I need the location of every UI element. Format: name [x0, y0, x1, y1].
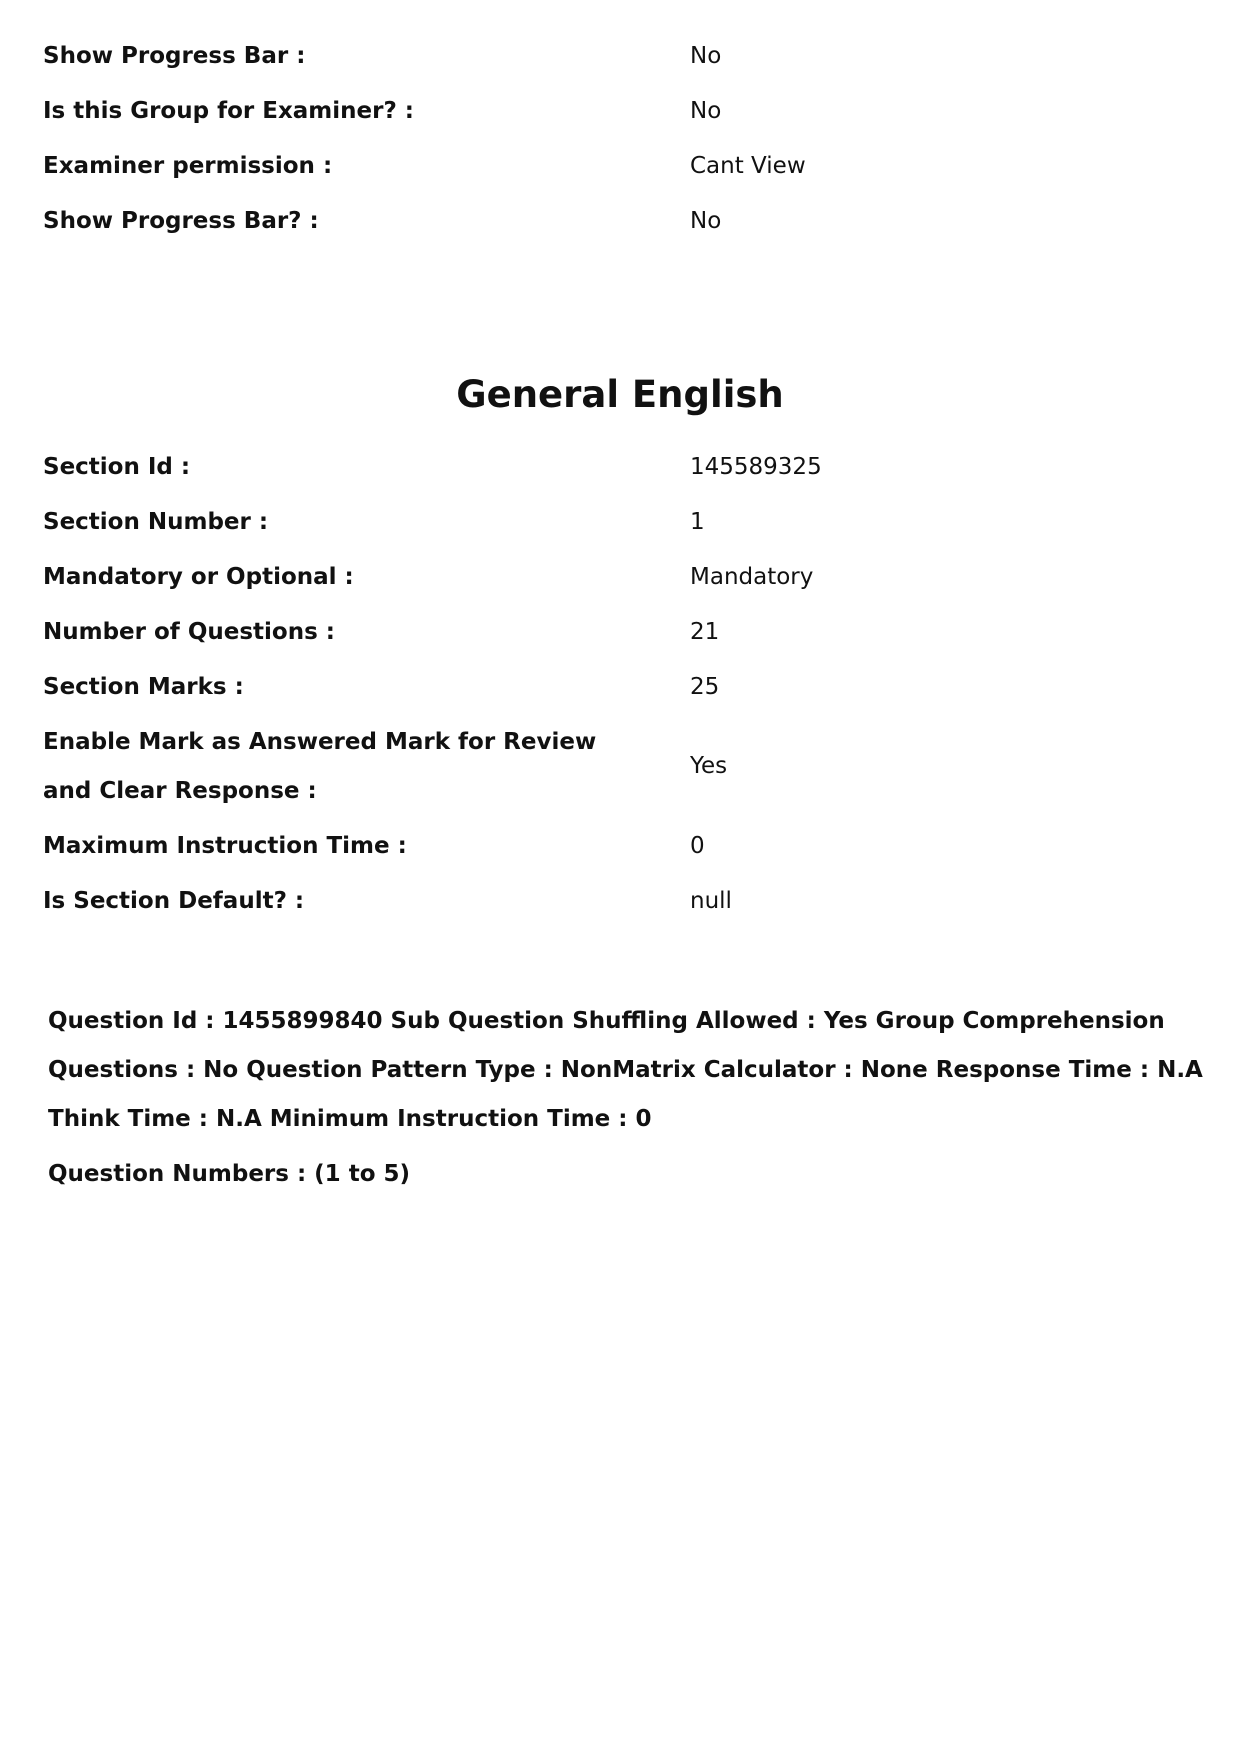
field-label: Section Number : — [43, 509, 269, 535]
question-numbers: Question Numbers : (1 to 5) — [48, 1161, 411, 1187]
field-value: 25 — [690, 674, 720, 700]
field-value: 21 — [690, 619, 720, 645]
field-label: Maximum Instruction Time : — [43, 833, 407, 859]
field-label: Is Section Default? : — [43, 888, 305, 914]
field-label: Number of Questions : — [43, 619, 335, 645]
field-label: Show Progress Bar? : — [43, 208, 319, 234]
field-label: Enable Mark as Answered Mark for Review and Clear Response : — [43, 729, 597, 804]
field-label: Is this Group for Examiner? : — [43, 98, 415, 124]
field-value: No — [690, 208, 722, 234]
field-value: 145589325 — [690, 454, 822, 480]
field-label: Show Progress Bar : — [43, 43, 306, 69]
section-title: General English — [456, 373, 784, 416]
field-value: Mandatory — [690, 564, 814, 590]
field-value: null — [690, 888, 732, 914]
field-label: Section Marks : — [43, 674, 244, 700]
section-field-row — [43, 718, 1193, 816]
field-value: No — [690, 98, 722, 124]
field-value: Cant View — [690, 153, 806, 179]
field-value: 0 — [690, 833, 705, 859]
field-value: Yes — [690, 753, 728, 779]
field-label: Examiner permission : — [43, 153, 333, 179]
field-label: Section Id : — [43, 454, 191, 480]
question-info: Question Id : 1455899840 Sub Question Shuffling Allowed : Yes Group Comprehension Questions : No Question Pattern Type : NonMatrix Calculator : None Response Time : N.A Think Time : N.A Minimum Instruction Time : 0 — [48, 1008, 1203, 1132]
field-label: Mandatory or Optional : — [43, 564, 354, 590]
field-value: No — [690, 43, 722, 69]
field-value: 1 — [690, 509, 705, 535]
